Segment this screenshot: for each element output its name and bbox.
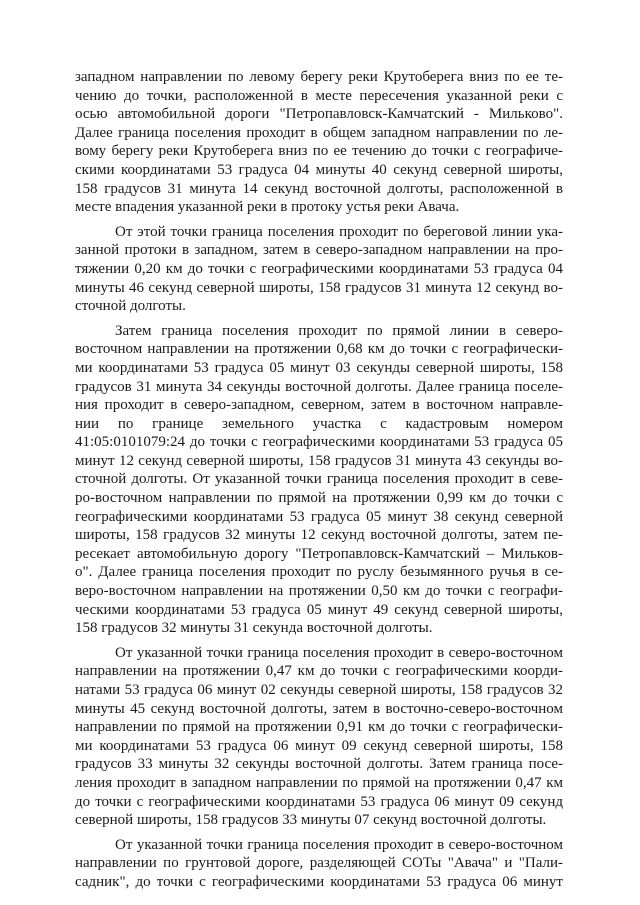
text-line: градусов 33 минуты 32 секунды восточной долготы. Затем граница посе- [75,756,563,773]
text-line: натами 53 градуса 06 минут 02 секунды северной широты, 158 градусов 32 [75,682,563,698]
text-line: минуты 45 секунд восточной долготы, затем в восточно-северо-восточном [75,700,563,717]
text-line: От указанной точки граница поселения проходит в северо-восточном [115,644,563,661]
text-line: минут 12 секунд северной широты, 158 градусов 31 минута 43 секунды во- [75,452,563,469]
paragraph [75,223,563,316]
text-line: вому берегу реки Крутоберега вниз по ее течению до точки с географиче- [75,143,563,160]
text-line: 158 градусов 31 минута 14 секунд восточной долготы, расположенной в [75,180,563,197]
text-line: направлении на протяжении 0,47 км до точки с географическими коорди- [75,663,563,680]
text-line: ресекает автомобильную дорогу "Петропавловск-Камчатский – Мильков- [75,545,563,562]
text-line: месте впадения указанной реки в протоку устья реки Авача. [75,199,460,216]
text-line: западном направлении по левому берегу реки Крутоберега вниз по ее те- [75,69,563,85]
text-line: занной протоки в западном, затем в северо-западном направлении на про- [75,242,563,259]
text-line: до точки с географическими координатами 53 градуса 06 минут 09 секунд [75,793,563,810]
text-line: 158 градусов 32 минуты 31 секунда восточной долготы. [75,620,433,637]
paragraph [75,68,563,217]
text-line: чению до точки, расположенной в месте пересечения указанной реки с [75,87,563,104]
text-line: осью автомобильной дороги "Петропавловск-Камчатский - Мильково". [75,106,563,123]
text-line: садник", до точки с географическими координатами 53 градуса 06 минут [75,873,563,890]
text-line: географическими координатами 53 градуса 05 минут 38 секунд северной [75,508,563,525]
text-line: От указанной точки граница поселения проходит в северо-восточном [115,836,563,853]
text-line: ми координатами 53 градуса 06 минут 09 секунд северной широты, 158 [75,737,563,754]
text-line: От этой точки граница поселения проходит по береговой линии ука- [115,223,563,240]
paragraph [75,322,563,638]
paragraph [75,644,563,830]
text-line: направлении по прямой на протяжении 0,91 км до точки с географически- [75,719,563,736]
document-body [75,68,563,892]
text-line: северной широты, 158 градусов 33 минуты 07 секунд восточной долготы. [75,812,547,829]
text-line: ми координатами 53 градуса 05 минут 03 секунды северной широты, 158 [75,359,563,376]
text-line: скими координатами 53 градуса 04 минуты 40 секунд северной широты, [75,161,563,178]
text-line: сточной долготы. От указанной точки граница поселения проходит в севе- [75,471,563,488]
text-line: минуты 46 секунд северной широты, 158 градусов 31 минута 12 секунд во- [75,279,563,296]
text-line: нии по границе земельного участка с кадастровым номером [75,415,563,432]
text-line: широты, 158 градусов 32 минуты 12 секунд восточной долготы, затем пе- [75,527,563,544]
text-line: восточном направлении на протяжении 0,68 км до точки с географически- [75,341,563,358]
text-line: тяжении 0,20 км до точки с географическими координатами 53 градуса 04 [75,260,563,277]
text-line: о". Далее граница поселения проходит по руслу безымянного ручья в се- [75,564,563,581]
text-line: ро-восточном направлении по прямой на протяжении 0,99 км до точки с [75,490,563,507]
text-line: веро-восточном направлении на протяжении 0,50 км до точки с географи- [75,583,563,600]
text-line: Далее граница поселения проходит в общем западном направлении по ле- [75,124,563,141]
text-line: ления проходит в западном направлении по прямой на протяжении 0,47 км [75,774,563,791]
paragraph [75,836,563,892]
text-line: ческими координатами 53 градуса 05 минут 49 секунд северной широты, [75,601,563,618]
text-line: направлении по грунтовой дороге, разделяющей СОТы "Авача" и "Пали- [75,855,563,872]
text-line: сточной долготы. [75,298,186,315]
text-line: градусов 31 минута 34 секунды восточной долготы. Далее граница поселе- [75,378,563,395]
text-line: ния проходит в северо-западном, северном, затем в восточном направле- [75,397,563,414]
text-line: Затем граница поселения проходит по прямой линии в северо- [115,322,563,339]
text-line: 41:05:0101079:24 до точки с географическими координатами 53 градуса 05 [75,434,563,451]
